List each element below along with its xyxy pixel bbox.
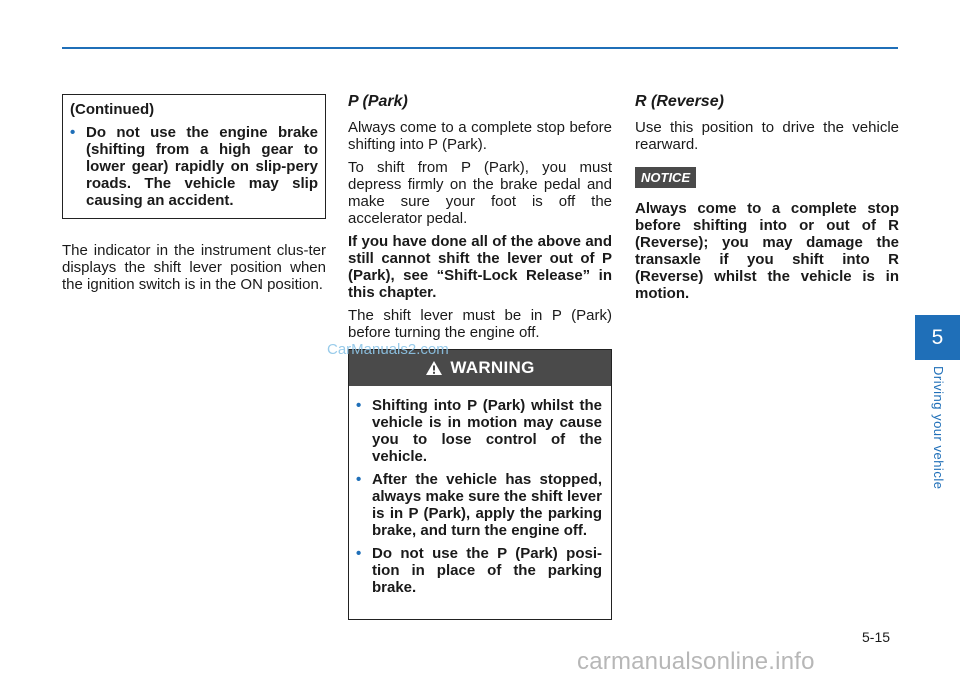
park-heading: P (Park)	[348, 93, 408, 110]
bullet-icon: •	[70, 124, 76, 141]
continued-bullet	[70, 124, 318, 209]
bullet-icon: •	[356, 397, 362, 414]
park-para-2: To shift from P (Park), you must depress firmly on the brake pedal and make sure your foot is off the accelerator pedal.	[348, 159, 612, 227]
warning-triangle-icon	[425, 360, 443, 376]
reverse-section	[635, 90, 899, 302]
warning-bullet-text: Shifting into P (Park) whilst the vehicle is in motion may cause you to lose control of the vehicle.	[372, 397, 602, 465]
park-para-4: The shift lever must be in P (Park) before turning the engine off.	[348, 307, 612, 341]
warning-body	[349, 386, 611, 596]
watermark-footer: carmanualsonline.info	[577, 648, 815, 675]
bullet-icon: •	[356, 545, 362, 562]
park-para-3: If you have done all of the above and still cannot shift the lever out of P (Park), see “Shift-Lock Release” in this chapter.	[348, 233, 612, 301]
chapter-number-tab: 5	[915, 315, 960, 360]
warning-bullet	[356, 545, 602, 596]
warning-bullet	[356, 471, 602, 539]
park-section	[348, 90, 612, 341]
bullet-icon: •	[356, 471, 362, 488]
warning-bullet-text: Do not use the P (Park) posi-tion in place of the parking brake.	[372, 545, 602, 596]
watermark-top: CarManuals2.com	[327, 341, 449, 358]
park-para-1: Always come to a complete stop before shifting into P (Park).	[348, 119, 612, 153]
warning-title: WARNING	[450, 358, 535, 377]
warning-bullet-text: After the vehicle has stopped, always make sure the shift lever is in P (Park), apply the parking brake, and turn the engine off.	[372, 471, 602, 539]
reverse-para-1: Use this position to drive the vehicle rearward.	[635, 119, 899, 153]
indicator-paragraph: The indicator in the instrument clus-ter displays the shift lever position when the ignition switch is in the ON position.	[62, 242, 326, 293]
notice-text: Always come to a complete stop before shifting into or out of R (Reverse); you may damage the transaxle if you shift into R (Reverse) whilst the vehicle is in motion.	[635, 200, 899, 302]
notice-label: NOTICE	[635, 167, 696, 188]
reverse-heading: R (Reverse)	[635, 93, 724, 110]
continued-bullet-text: Do not use the engine brake (shifting from a high gear to lower gear) rapidly on slip-pery roads. The vehicle may slip causing an accident.	[86, 124, 318, 209]
warning-bullet	[356, 397, 602, 465]
continued-heading: (Continued)	[70, 101, 155, 118]
page-number: 5-15	[862, 629, 891, 645]
warning-box	[348, 349, 612, 620]
top-rule	[62, 47, 898, 49]
chapter-title: Driving your vehicle	[931, 366, 946, 490]
continued-box	[62, 94, 326, 219]
